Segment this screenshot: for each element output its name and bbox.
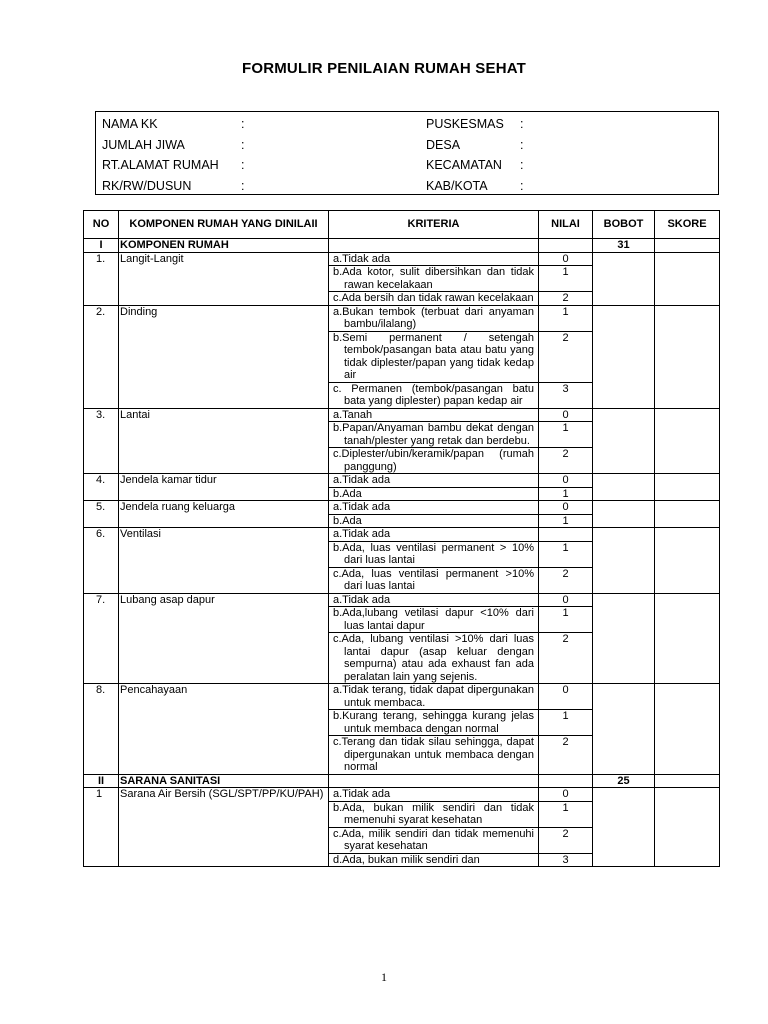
skore-cell (655, 593, 720, 684)
kriteria-cell (329, 853, 539, 867)
kriteria-text: c.Ada, lubang ventilasi >10% dari luas lantai dapur (asap keluar dengan sempurna) atau ada exhaust fan ada peralatan lain yang sejenis. (333, 633, 534, 683)
header-kriteria: KRITERIA (329, 211, 539, 239)
bobot-cell (593, 252, 655, 305)
kriteria-cell (329, 774, 539, 788)
kriteria-text: c.Ada, luas ventilasi permanent >10% dari luas lantai (333, 567, 534, 592)
section-row (84, 239, 720, 253)
kriteria-cell (329, 239, 539, 253)
kriteria-text: b.Ada, bukan milik sendiri dan tidak memenuhi syarat kesehatan (333, 801, 534, 826)
item-component: Ventilasi (119, 528, 329, 594)
kriteria-text: a.Tidak terang, tidak dapat dipergunakan untuk membaca. (333, 684, 534, 709)
kriteria-text: b.Papan/Anyaman bambu dekat dengan tanah/plester yang retak dan berdebu. (333, 422, 534, 447)
kriteria-cell (329, 331, 539, 382)
info-colon: : (520, 117, 524, 131)
kriteria-text: c. Permanen (tembok/pasangan batu bata yang diplester) papan kedap air (333, 382, 534, 407)
nilai-value: 1 (539, 305, 593, 331)
info-field-label: NAMA KK (102, 117, 158, 131)
item-component: Pencahayaan (119, 684, 329, 775)
info-field-label: JUMLAH JIWA (102, 137, 185, 152)
info-row (96, 158, 718, 178)
table-row (84, 593, 720, 607)
nilai-value: 2 (539, 448, 593, 474)
nilai-value: 2 (539, 633, 593, 684)
section-title: SARANA SANITASI (119, 774, 329, 788)
nilai-value: 2 (539, 827, 593, 853)
section-bobot: 25 (593, 774, 655, 788)
nilai-value: 0 (539, 252, 593, 266)
skore-cell (655, 305, 720, 408)
kriteria-text: a.Tanah (333, 408, 373, 421)
kriteria-cell (329, 382, 539, 408)
kriteria-cell (329, 788, 539, 802)
form-title: FORMULIR PENILAIAN RUMAH SEHAT (241, 60, 527, 77)
table-row (84, 474, 720, 488)
item-number: 3. (84, 408, 119, 474)
item-component: Jendela kamar tidur (119, 474, 329, 501)
nilai-value: 2 (539, 567, 593, 593)
nilai-value: 1 (539, 487, 593, 501)
info-row (96, 138, 718, 158)
nilai-value: 2 (539, 331, 593, 382)
info-colon: : (241, 117, 245, 131)
info-field-label: PUSKESMAS (426, 117, 504, 131)
kriteria-cell (329, 593, 539, 607)
item-number: 1 (84, 788, 119, 867)
nilai-value: 1 (539, 541, 593, 567)
item-number: 5. (84, 501, 119, 528)
info-colon: : (520, 137, 524, 152)
page-number: 1 (381, 970, 387, 984)
nilai-value: 1 (539, 801, 593, 827)
kriteria-text: c.Diplester/ubin/keramik/papan (rumah panggung) (333, 448, 534, 473)
item-number: 2. (84, 305, 119, 408)
info-field-label: RK/RW/DUSUN (102, 178, 192, 193)
kriteria-cell (329, 305, 539, 331)
item-number: 4. (84, 474, 119, 501)
kriteria-cell (329, 474, 539, 488)
table-row (84, 252, 720, 266)
info-colon: : (241, 178, 245, 193)
table-row (84, 684, 720, 710)
nilai-cell (539, 239, 593, 253)
item-number: 7. (84, 593, 119, 684)
kriteria-text: c.Ada, milik sendiri dan tidak memenuhi syarat kesehatan (333, 827, 534, 852)
kriteria-cell (329, 487, 539, 501)
info-colon: : (520, 178, 524, 193)
item-component: Jendela ruang keluarga (119, 501, 329, 528)
kriteria-cell (329, 827, 539, 853)
info-row (96, 179, 718, 199)
kriteria-cell (329, 801, 539, 827)
section-number: II (84, 774, 119, 788)
kriteria-text: a.Tidak ada (333, 528, 391, 540)
kriteria-text: a.Bukan tembok (terbuat dari anyaman bambu/ilalang) (333, 305, 534, 330)
kriteria-text: d.Ada, bukan milik sendiri dan (333, 853, 480, 866)
header-komponen: KOMPONEN RUMAH YANG DINILAII (119, 211, 329, 239)
nilai-value: 0 (539, 788, 593, 802)
item-number: 8. (84, 684, 119, 775)
kriteria-cell (329, 567, 539, 593)
kriteria-text: c.Terang dan tidak silau sehingga, dapat dipergunakan untuk membaca dengan normal (333, 736, 534, 773)
kriteria-cell (329, 710, 539, 736)
kriteria-cell (329, 684, 539, 710)
nilai-value: 0 (539, 501, 593, 515)
section-number: I (84, 239, 119, 253)
skore-cell (655, 684, 720, 775)
kriteria-cell (329, 422, 539, 448)
kriteria-text: a.Tidak ada (333, 788, 391, 800)
info-row (96, 117, 718, 137)
nilai-value: 3 (539, 382, 593, 408)
bobot-cell (593, 528, 655, 594)
kriteria-cell (329, 514, 539, 528)
item-component: Dinding (119, 305, 329, 408)
bobot-cell (593, 408, 655, 474)
kriteria-text: b.Ada, luas ventilasi permanent > 10% dari luas lantai (333, 541, 534, 566)
nilai-value: 0 (539, 474, 593, 488)
skore-cell (655, 501, 720, 528)
skore-cell (655, 788, 720, 867)
kriteria-text: a.Tidak ada (333, 252, 391, 265)
nilai-value: 2 (539, 292, 593, 306)
kriteria-text: b.Ada kotor, sulit dibersihkan dan tidak rawan kecelakaan (333, 266, 534, 291)
kriteria-cell (329, 541, 539, 567)
nilai-value: 0 (539, 684, 593, 710)
kriteria-cell (329, 252, 539, 266)
item-number: 1. (84, 252, 119, 305)
kriteria-cell (329, 266, 539, 292)
bobot-cell (593, 474, 655, 501)
kriteria-text: b.Ada (333, 487, 362, 500)
table-row (84, 528, 720, 542)
table-header-row (84, 211, 720, 239)
nilai-cell (539, 774, 593, 788)
item-component: Lantai (119, 408, 329, 474)
info-field-label: KECAMATAN (426, 158, 502, 172)
nilai-value: 1 (539, 422, 593, 448)
bobot-cell (593, 593, 655, 684)
info-colon: : (241, 137, 245, 152)
kriteria-cell (329, 292, 539, 306)
info-field-label: DESA (426, 137, 461, 152)
nilai-value: 0 (539, 593, 593, 607)
kriteria-cell (329, 448, 539, 474)
table-row (84, 501, 720, 515)
nilai-value: 2 (539, 736, 593, 775)
respondent-info-box (95, 111, 719, 195)
nilai-value (539, 528, 593, 542)
skore-cell (655, 239, 720, 253)
item-number: 6. (84, 528, 119, 594)
kriteria-cell (329, 408, 539, 422)
kriteria-cell (329, 528, 539, 542)
kriteria-text: b.Semi permanent / setengah tembok/pasangan bata atau batu yang tidak diplester/papan yang tidak kedap air (333, 331, 534, 381)
kriteria-cell (329, 736, 539, 775)
bobot-cell (593, 788, 655, 867)
bobot-cell (593, 684, 655, 775)
kriteria-text: b.Ada,lubang vetilasi dapur <10% dari luas lantai dapur (333, 607, 534, 632)
nilai-value: 1 (539, 514, 593, 528)
info-field-label: KAB/KOTA (426, 178, 488, 193)
kriteria-text: b.Ada (333, 514, 362, 527)
section-title: KOMPONEN RUMAH (119, 239, 329, 253)
kriteria-cell (329, 607, 539, 633)
info-field-label: RT.ALAMAT RUMAH (102, 158, 219, 172)
header-skore: SKORE (655, 211, 720, 239)
info-colon: : (241, 158, 245, 172)
kriteria-text: a.Tidak ada (333, 501, 391, 513)
assessment-table (83, 210, 720, 867)
table-body (84, 239, 720, 867)
table-row (84, 408, 720, 422)
nilai-value: 1 (539, 266, 593, 292)
item-component: Langit-Langit (119, 252, 329, 305)
kriteria-text: b.Kurang terang, sehingga kurang jelas untuk membaca dengan normal (333, 710, 534, 735)
table-row (84, 788, 720, 802)
item-component: Sarana Air Bersih (SGL/SPT/PP/KU/PAH) (119, 788, 329, 867)
header-nilai: NILAI (539, 211, 593, 239)
header-bobot: BOBOT (593, 211, 655, 239)
bobot-cell (593, 501, 655, 528)
nilai-value: 0 (539, 408, 593, 422)
item-component: Lubang asap dapur (119, 593, 329, 684)
header-no: NO (84, 211, 119, 239)
skore-cell (655, 474, 720, 501)
section-row (84, 774, 720, 788)
skore-cell (655, 252, 720, 305)
nilai-value: 1 (539, 710, 593, 736)
nilai-value: 3 (539, 853, 593, 867)
kriteria-text: c.Ada bersih dan tidak rawan kecelakaan (333, 292, 534, 304)
section-bobot: 31 (593, 239, 655, 253)
info-colon: : (520, 158, 524, 172)
skore-cell (655, 528, 720, 594)
kriteria-cell (329, 501, 539, 515)
bobot-cell (593, 305, 655, 408)
kriteria-text: a.Tidak ada (333, 474, 391, 486)
table-row (84, 305, 720, 331)
kriteria-cell (329, 633, 539, 684)
skore-cell (655, 408, 720, 474)
skore-cell (655, 774, 720, 788)
kriteria-text: a.Tidak ada (333, 593, 391, 606)
nilai-value: 1 (539, 607, 593, 633)
